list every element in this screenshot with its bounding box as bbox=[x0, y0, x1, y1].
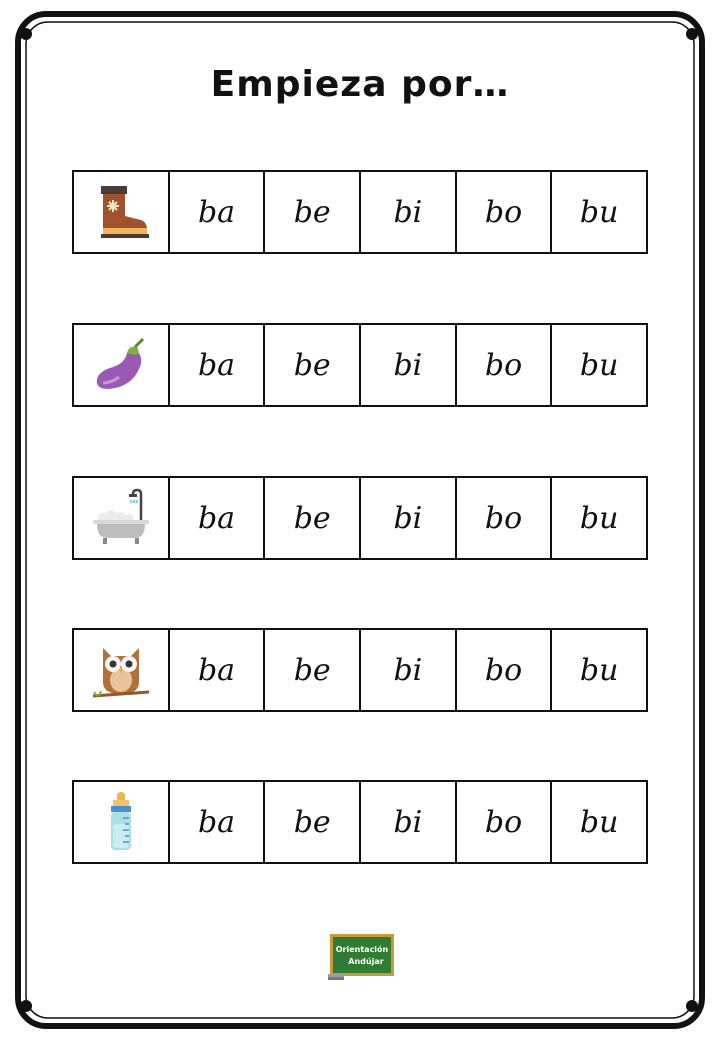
syllable-cell: be bbox=[263, 172, 359, 252]
syllable-row bbox=[72, 170, 648, 254]
orientacion-andujar-logo bbox=[328, 934, 396, 980]
syllable-cell: bo bbox=[455, 325, 551, 405]
syllable-cell: be bbox=[263, 782, 359, 862]
syllable-cell: ba bbox=[168, 630, 264, 710]
syllable-row bbox=[72, 323, 648, 407]
syllable-cell: bi bbox=[359, 325, 455, 405]
syllable-cell: ba bbox=[168, 782, 264, 862]
syllable-cell: bo bbox=[455, 478, 551, 558]
syllable-cell: ba bbox=[168, 325, 264, 405]
bathtub-icon bbox=[74, 478, 168, 558]
owl-icon bbox=[74, 630, 168, 710]
syllable-cell: bi bbox=[359, 630, 455, 710]
baby-bottle-icon bbox=[74, 782, 168, 862]
syllable-cell: bu bbox=[550, 478, 646, 558]
syllable-cell: be bbox=[263, 478, 359, 558]
syllable-row bbox=[72, 780, 648, 864]
eggplant-icon bbox=[74, 325, 168, 405]
syllable-cell: be bbox=[263, 630, 359, 710]
syllable-cell: be bbox=[263, 325, 359, 405]
syllable-cell: bu bbox=[550, 325, 646, 405]
logo-line2: Andújar bbox=[348, 957, 384, 966]
page-title: Empieza por… bbox=[210, 64, 510, 105]
boot-icon bbox=[74, 172, 168, 252]
logo-line1: Orientación bbox=[335, 945, 389, 954]
syllable-row bbox=[72, 476, 648, 560]
syllable-cell: bi bbox=[359, 172, 455, 252]
syllable-cell: ba bbox=[168, 172, 264, 252]
syllable-cell: bo bbox=[455, 782, 551, 862]
syllable-cell: ba bbox=[168, 478, 264, 558]
syllable-cell: bo bbox=[455, 172, 551, 252]
syllable-cell: bu bbox=[550, 782, 646, 862]
syllable-row bbox=[72, 628, 648, 712]
syllable-cell: bi bbox=[359, 478, 455, 558]
syllable-cell: bo bbox=[455, 630, 551, 710]
syllable-cell: bu bbox=[550, 172, 646, 252]
syllable-cell: bu bbox=[550, 630, 646, 710]
syllable-cell: bi bbox=[359, 782, 455, 862]
